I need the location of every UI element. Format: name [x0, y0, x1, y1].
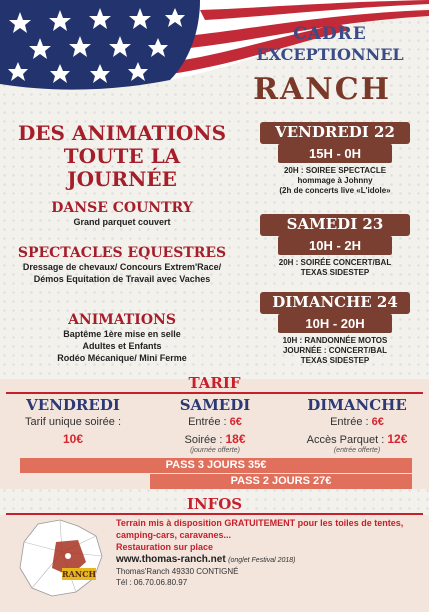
website-link[interactable]: www.thomas-ranch.net: [116, 554, 226, 565]
tarif-dimanche-parquet: Accès Parquet : 12€: [306, 432, 408, 446]
pass-3-jours: PASS 3 JOURS 35€: [20, 458, 412, 473]
tarif-title: TARIF: [188, 374, 241, 392]
map-ranch-label: RANCH: [61, 569, 97, 579]
header-cadre: CADRE: [293, 24, 367, 44]
section-title: ANIMATIONS: [68, 312, 176, 328]
tarif-samedi-soiree: Soirée : 18€: [184, 432, 246, 446]
section-text: Baptême 1ère mise en selle: [63, 329, 181, 339]
tarif-dimanche-note: (entrée offerte): [333, 447, 381, 454]
pass-2-jours: PASS 2 JOURS 27€: [150, 474, 412, 489]
tarif-vendredi-price: 10€: [62, 432, 84, 446]
section-text: Démos Equitation de Travail avec Vaches: [33, 274, 211, 284]
header-ranch: RANCH: [253, 72, 391, 107]
infos-website-line: [116, 554, 296, 565]
section-text: Adultes et Enfants: [82, 341, 162, 351]
event-text-dimanche: 10H : RANDONNÉE MOTOS JOURNÉE : CONCERT/BAL TEXAS SIDESTEP: [282, 336, 388, 365]
tarif-divider: [6, 392, 423, 394]
infos-title: INFOS: [186, 495, 243, 513]
website-note: (onglet Festival 2018): [228, 557, 296, 564]
section-title: DANSE COUNTRY: [51, 200, 193, 216]
main-title-line2: TOUTE LA JOURNÉE: [63, 144, 181, 191]
infos-address: Thomas'Ranch 49330 CONTIGNÉ: [116, 567, 239, 576]
tarif-head-vendredi: VENDREDI: [26, 396, 120, 414]
main-title: [6, 122, 238, 191]
infos-line1: Terrain mis à disposition GRATUITEMENT pour les toiles de tentes,: [116, 518, 404, 528]
location-map: [16, 512, 108, 602]
section-text: Dressage de chevaux/ Concours Extrem'Race/: [22, 262, 222, 272]
section-animations: [6, 312, 238, 364]
event-time-vendredi: 15H - 0H: [278, 144, 392, 163]
tarif-vendredi-line1: Tarif unique soirée :: [25, 416, 121, 428]
tarif-head-samedi: SAMEDI: [179, 396, 251, 414]
infos-line2: camping-cars, caravanes...: [116, 530, 232, 540]
section-title: SPECTACLES EQUESTRES: [17, 245, 227, 261]
event-day-samedi: SAMEDI 23: [260, 214, 410, 236]
event-time-dimanche: 10H - 20H: [278, 314, 392, 333]
section-spectacles: [6, 245, 238, 285]
tarif-samedi-note: (journée offerte): [190, 447, 240, 454]
main-title-line1: DES ANIMATIONS: [17, 121, 227, 145]
event-time-samedi: 10H - 2H: [278, 236, 392, 255]
section-danse: [6, 200, 238, 228]
tarif-head-dimanche: DIMANCHE: [307, 396, 407, 414]
tarif-dimanche-entree: Entrée : 6€: [330, 416, 384, 428]
header-exceptionnel: EXCEPTIONNEL: [256, 45, 404, 64]
tarif-samedi-entree: Entrée : 6€: [188, 416, 242, 428]
section-text: Grand parquet couvert: [73, 217, 171, 227]
event-day-dimanche: DIMANCHE 24: [260, 292, 410, 314]
event-text-vendredi: 20H : SOIREE SPECTACLE hommage à Johnny (2h de concerts live «L'idole»: [279, 166, 391, 195]
infos-line3: Restauration sur place: [116, 542, 214, 552]
event-day-vendredi: VENDREDI 22: [260, 122, 410, 144]
event-text-samedi: 20H : SOIRÉE CONCERT/BAL TEXAS SIDESTEP: [278, 258, 392, 277]
infos-phone: Tél : 06.70.06.80.97: [116, 578, 188, 587]
section-text: Rodéo Mécanique/ Mini Ferme: [57, 353, 187, 363]
